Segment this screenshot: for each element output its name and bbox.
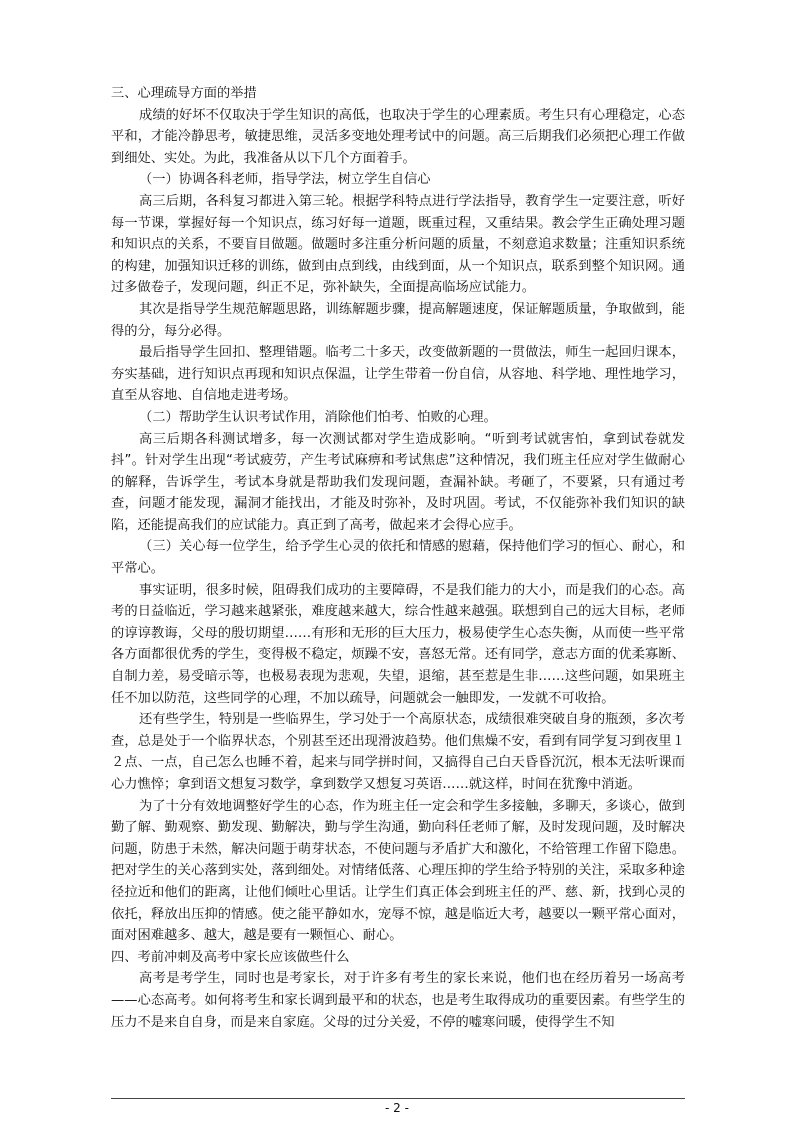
paragraph: 为了十分有效地调整好学生的心态，作为班主任一定会和学生多接触，多聊天，多谈心，做到勤了解、勤观察、勤发现、勤解决，勤与学生沟通，勤向科任老师了解，及时发现问题，及时解决问题，防患于未然，解决问题于萌芽状态，不使问题与矛盾扩大和激化，不给管理工作留下隐患。把对学生的关心落到实处，落到细处。对情绪低落、心理压抑的学生给予特别的关注，采取多种途径拉近和他们的距离，让他们倾吐心里话。让学生们真正体会到班主任的严、慈、新，找到心灵的依托，释放出压抑的情感。使之能平静如水，宠辱不惊，越是临近大考，越要以一颗平常心面对，面对困难越多、越大，越是要有一颗恒心、耐心。 [111, 798, 685, 944]
paragraph: 还有些学生，特别是一些临界生，学习处于一个高原状态，成绩很难突破自身的瓶颈，多次考查，总是处于一个临界状态，个别甚至还出现滑波趋势。他们焦燥不安，看到有同学复习到夜里１２点、一点，自己怎么也睡不着，起来与同学拼时间，又搞得自己白天昏昏沉沉，根本无法听课而心力憔悴；拿到语文想复习数学，拿到数学又想复习英语……就这样，时间在犹豫中消逝。 [111, 712, 685, 792]
subheading-1: （一）协调各科老师，指导学法，树立学生自信心 [139, 172, 431, 188]
paragraph: 最后指导学生回扣、整理错题。临考二十多天，改变做新题的一贯做法，师生一起回归课本，夯实基础，进行知识点再现和知识点保温，让学生带着一份自信，从容地、科学地、理性地学习，直至从容地、自信地走进考场。 [111, 345, 685, 404]
document-body [111, 83, 685, 1033]
paragraph: 高三后期各科测试增多，每一次测试都对学生造成影响。“听到考试就害怕，拿到试卷就发抖”。针对学生出现“考试疲劳，产生考试麻痹和考试焦虑”这种情况，我们班主任应对学生做耐心的解释，告诉学生，考试本身就是帮助我们发现问题，查漏补缺。考砸了，不要紧，只有通过考查，问题才能发现，漏洞才能找出，才能及时弥补，及时巩固。考试，不仅能弥补我们知识的缺陷，还能提高我们的应试能力。真正到了高考，做起来才会得心应手。 [111, 431, 685, 533]
footer-divider [111, 1098, 685, 1099]
subheading-2: （二）帮助学生认识考试作用，消除他们怕考、怕败的心理。 [139, 409, 497, 425]
page-number: - 2 - [385, 1101, 409, 1115]
paragraph: 高考是考学生，同时也是考家长，对于许多有考生的家长来说，他们也在经历着另一场高考——心态高考。如何将考生和家长调到最平和的状态，也是考生取得成功的重要因素。有些学生的压力不是来自自身，而是来自家庭。父母的过分关爱，不停的嘘寒问暖，使得学生不知 [111, 971, 685, 1030]
paragraph: 高三后期，各科复习都进入第三轮。根据学科特点进行学法指导，教育学生一定要注意，听好每一节课，掌握好每一个知识点，练习好每一道题，既重过程，又重结果。教会学生正确处理习题和知识点的关系，不要盲目做题。做题时多注重分析问题的质量，不刻意追求数量；注重知识系统的构建，加强知识迁移的训练，做到由点到线，由线到面，从一个知识点，联系到整个知识网。通过多做卷子，发现问题，纠正不足，弥补缺失，全面提高临场应试能力。 [111, 193, 685, 296]
section-heading-3: 三、心理疏导方面的举措 [111, 86, 257, 101]
section-heading-4: 四、考前冲刺及高考中家长应该做些什么 [111, 949, 350, 965]
paragraph: 其次是指导学生规范解题思路，训练解题步骤，提高解题速度，保证解题质量，争取做到，能得的分，每分必得。 [111, 301, 685, 339]
paragraph: 成绩的好坏不仅取决于学生知识的高低，也取决于学生的心理素质。考生只有心理稳定，心态平和，才能冷静思考，敏捷思维，灵活多变地处理考试中的问题。高三后期我们必须把心理工作做到细处、实处。为此，我准备从以下几个方面着手。 [111, 107, 685, 166]
paragraph: 事实证明，很多时候，阻碍我们成功的主要障碍，不是我们能力的大小，而是我们的心态。高考的日益临近，学习越来越紧张，难度越来越大，综合性越来越强。联想到自己的远大目标，老师的谆谆教诲，父母的殷切期望……有形和无形的巨大压力，极易使学生心态失衡，从而使一些平常各方面都很优秀的学生，变得极不稳定，烦躁不安，喜怒无常。还有同学，意志方面的优柔寡断、自制力差，易受暗示等，也极易表现为悲观，失望，退缩，甚至惹是生非……这些问题，如果班主任不加以防范，这些同学的心理，不加以疏导，问题就会一触即发，一发就不可收拾。 [111, 582, 685, 706]
subheading-3: （三）关心每一位学生，给予学生心灵的依托和情感的慰藉，保持他们学习的恒心、耐心，和平常心。 [111, 539, 685, 577]
